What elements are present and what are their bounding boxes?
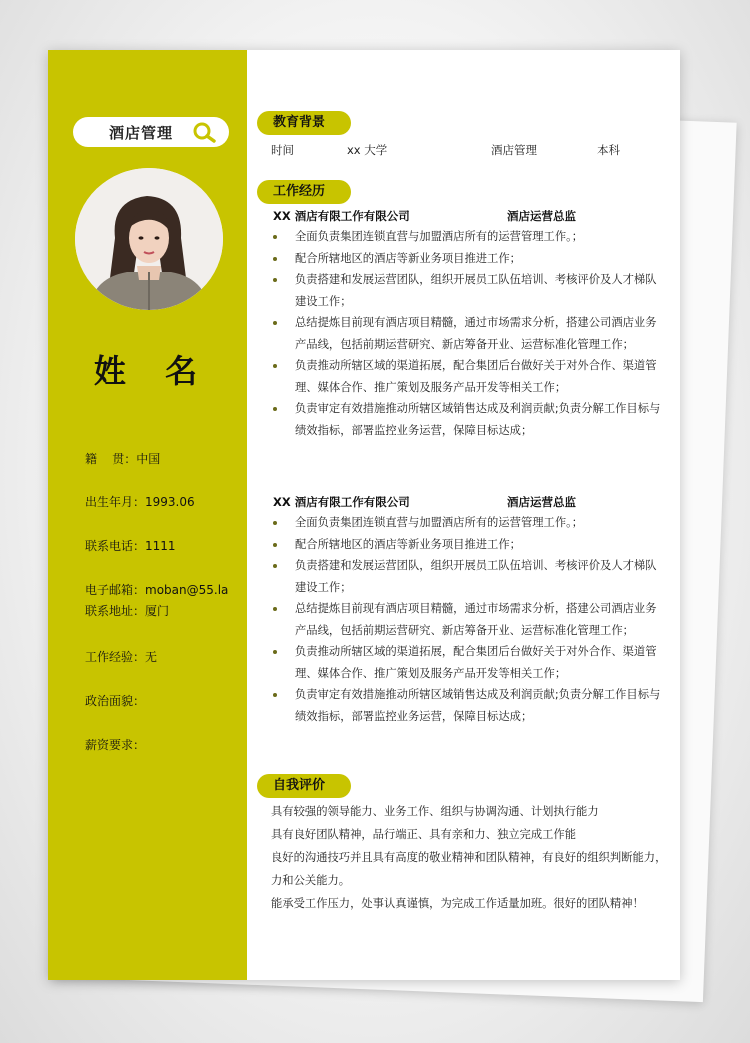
info-label: 籍 贯： bbox=[85, 452, 137, 466]
job-role: 酒店运营总监 bbox=[507, 209, 576, 223]
list-item: 总结提炼目前现有酒店项目精髓，通过市场需求分析，搭建公司酒店业务产品线，包括前期运营研究、新店筹备开业、运营标准化管理工作； bbox=[271, 598, 667, 641]
info-value: 中国 bbox=[136, 452, 161, 466]
info-label: 电子邮箱： bbox=[85, 583, 146, 597]
info-value: 1993.06 bbox=[145, 495, 195, 509]
education-title: 教育背景 bbox=[257, 111, 351, 135]
work-title: 工作经历 bbox=[257, 180, 351, 204]
search-label: 酒店管理 bbox=[109, 124, 174, 142]
education-degree: 本科 bbox=[597, 143, 620, 157]
list-item: 配合所辖地区的酒店等新业务项目推进工作； bbox=[271, 248, 667, 270]
job-company: XX 酒店有限工作有限公司 bbox=[273, 209, 410, 223]
list-item: 全面负责集团连锁直营与加盟酒店所有的运营管理工作。； bbox=[271, 226, 667, 248]
job-duties bbox=[271, 512, 671, 727]
search-icon[interactable] bbox=[191, 121, 219, 143]
list-item: 负责审定有效措施推动所辖区域销售达成及利润贡献;负责分解工作目标与绩效指标，部署监控业务运营，保障目标达成； bbox=[271, 398, 667, 441]
list-item: 全面负责集团连锁直营与加盟酒店所有的运营管理工作。； bbox=[271, 512, 667, 534]
sidebar bbox=[48, 50, 247, 980]
list-item: 负责推动所辖区域的渠道拓展，配合集团后台做好关于对外合作、渠道管理、媒体合作、推广策划及服务产品开发等相关工作； bbox=[271, 355, 667, 398]
job-entry bbox=[271, 494, 671, 727]
list-item: 负责搭建和发展运营团队，组织开展员工队伍培训、考核评价及人才梯队建设工作； bbox=[271, 269, 667, 312]
list-item: 负责搭建和发展运营团队，组织开展员工队伍培训、考核评价及人才梯队建设工作； bbox=[271, 555, 667, 598]
self-eval-line: 能承受工作压力，处事认真谨慎，为完成工作适量加班。很好的团队精神！ bbox=[271, 897, 644, 910]
job-role: 酒店运营总监 bbox=[507, 495, 576, 509]
self-eval-text bbox=[271, 800, 671, 915]
main-content bbox=[247, 50, 680, 980]
portrait-image bbox=[75, 168, 223, 310]
info-label: 联系地址： bbox=[85, 604, 146, 618]
info-value: 无 bbox=[145, 650, 158, 664]
list-item: 负责审定有效措施推动所辖区域销售达成及利润贡献;负责分解工作目标与绩效指标，部署监控业务运营，保障目标达成； bbox=[271, 684, 667, 727]
info-address bbox=[85, 602, 169, 619]
list-item: 配合所辖地区的酒店等新业务项目推进工作； bbox=[271, 534, 667, 556]
job-entry bbox=[271, 208, 671, 441]
job-duties bbox=[271, 226, 671, 441]
search-box[interactable] bbox=[73, 117, 229, 147]
education-major: 酒店管理 bbox=[491, 143, 537, 157]
resume-page bbox=[48, 50, 680, 980]
job-company: XX 酒店有限工作有限公司 bbox=[273, 495, 410, 509]
info-email bbox=[85, 581, 228, 598]
education-time: 时间 bbox=[271, 143, 294, 157]
info-label: 政治面貌： bbox=[85, 694, 146, 708]
job-header bbox=[271, 208, 671, 226]
list-item: 负责推动所辖区域的渠道拓展，配合集团后台做好关于对外合作、渠道管理、媒体合作、推广策划及服务产品开发等相关工作； bbox=[271, 641, 667, 684]
info-birth bbox=[85, 493, 195, 510]
avatar bbox=[75, 168, 223, 310]
info-value: moban@55.la bbox=[145, 583, 229, 597]
info-political bbox=[85, 692, 145, 709]
info-label: 出生年月： bbox=[85, 495, 146, 509]
info-label: 薪资要求： bbox=[85, 738, 146, 752]
job-header bbox=[271, 494, 671, 512]
self-eval-line: 良好的沟通技巧并且具有高度的敬业精神和团队精神，有良好的组织判断能力，力和公关能力。 bbox=[271, 851, 667, 887]
info-experience bbox=[85, 648, 157, 665]
info-salary bbox=[85, 736, 145, 753]
info-label: 工作经验： bbox=[85, 650, 146, 664]
info-hometown bbox=[85, 450, 160, 467]
person-name: 姓 名 bbox=[93, 352, 212, 390]
info-value: 1111 bbox=[145, 539, 176, 553]
info-phone bbox=[85, 537, 176, 554]
self-eval-line: 具有较强的领导能力、业务工作、组织与协调沟通、计划执行能力 bbox=[271, 805, 599, 818]
education-school: xx 大学 bbox=[347, 143, 388, 157]
self-eval-title: 自我评价 bbox=[257, 774, 351, 798]
info-value: 厦门 bbox=[145, 604, 170, 618]
list-item: 总结提炼目前现有酒店项目精髓，通过市场需求分析，搭建公司酒店业务产品线，包括前期运营研究、新店筹备开业、运营标准化管理工作； bbox=[271, 312, 667, 355]
self-eval-line: 具有良好团队精神，品行端正、具有亲和力、独立完成工作能 bbox=[271, 828, 577, 841]
info-label: 联系电话： bbox=[85, 539, 146, 553]
